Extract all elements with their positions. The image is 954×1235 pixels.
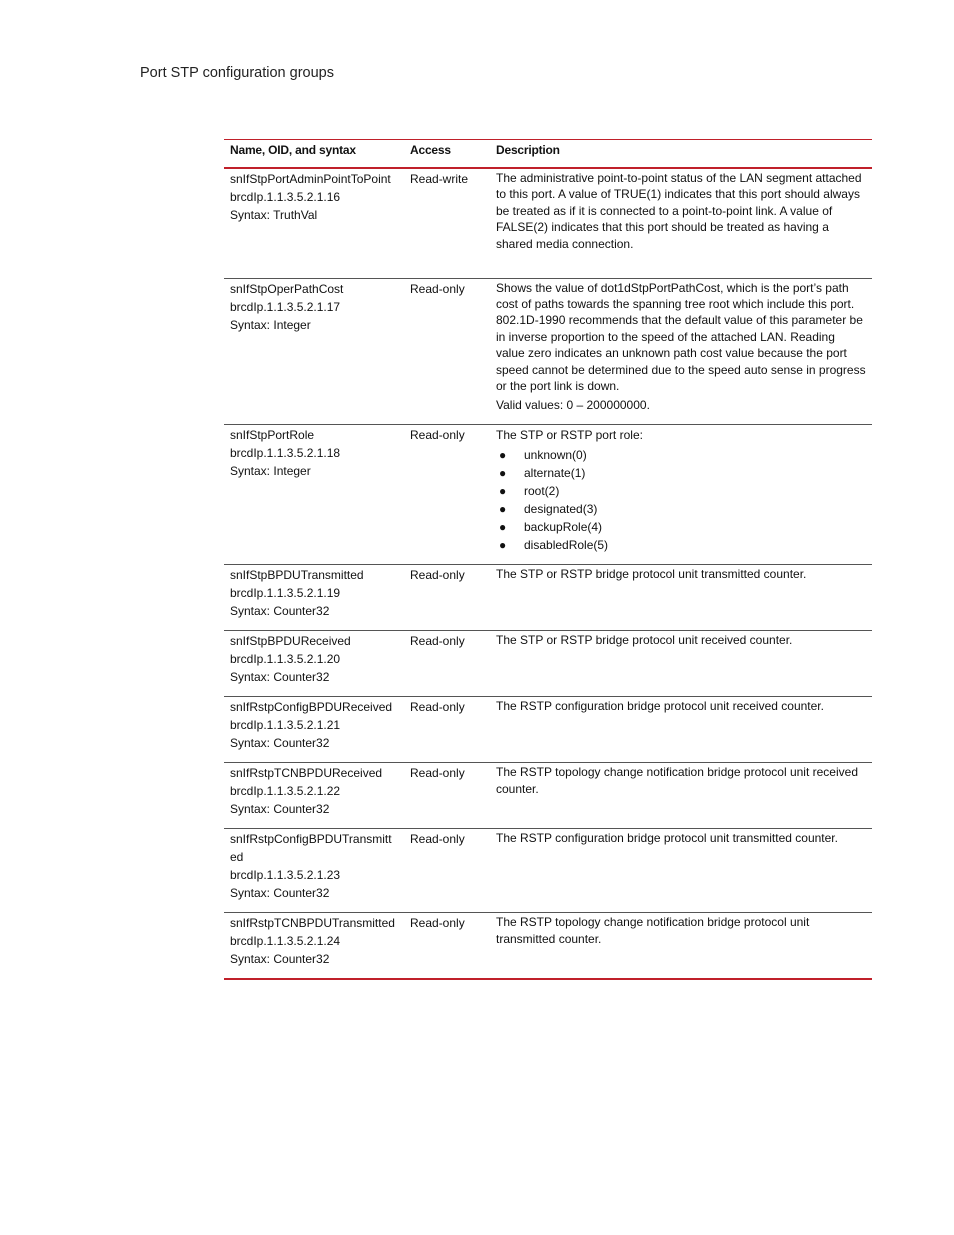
bullet-icon: ●: [499, 502, 507, 517]
bullet-icon: ●: [499, 520, 507, 535]
bullet-icon: ●: [499, 448, 507, 463]
description-text: The STP or RSTP bridge protocol unit received counter.: [496, 633, 793, 648]
name-oid-syntax-cell: [224, 425, 404, 565]
table-row: [224, 763, 872, 829]
description-text: The RSTP topology change notification bridge protocol unit transmitted counter.: [496, 915, 810, 946]
table-row: [224, 278, 872, 425]
table-row: [224, 631, 872, 697]
role-value: unknown(0): [524, 448, 587, 463]
object-oid: brcdIp.1.1.3.5.2.1.20: [230, 652, 341, 667]
description-cell: [490, 829, 872, 913]
description-text: The RSTP configuration bridge protocol unit received counter.: [496, 699, 824, 714]
column-header-name: Name, OID, and syntax: [224, 140, 404, 169]
access-cell: Read-only: [404, 913, 490, 980]
mib-object-table: [224, 139, 872, 980]
description-cell: [490, 278, 872, 425]
description-text: The administrative point-to-point status of the LAN segment attached to this port. A value of TRUE(1) indicates that this port should always be treated as if it is connected to a point-to-point link. A value of FALSE(2) indicates that this port should be treated as having a shared media connection.: [496, 171, 862, 251]
object-syntax: Syntax: Counter32: [230, 952, 330, 967]
list-item: [496, 446, 866, 464]
object-syntax: Syntax: Integer: [230, 317, 311, 332]
description-text: The RSTP topology change notification bridge protocol unit received counter.: [496, 765, 858, 796]
column-header-description: Description: [490, 140, 872, 169]
list-item: [496, 500, 866, 518]
object-name: snIfRstpTCNBPDUReceived: [230, 766, 383, 781]
list-item: [496, 536, 866, 554]
access-cell: Read-only: [404, 697, 490, 763]
description-cell: [490, 697, 872, 763]
role-value: root(2): [524, 484, 560, 499]
access-cell: Read-only: [404, 278, 490, 425]
column-header-access: Access: [404, 140, 490, 169]
object-name: snIfRstpConfigBPDUTransmitted: [230, 832, 392, 865]
object-name: snIfStpOperPathCost: [230, 281, 344, 296]
object-oid: brcdIp.1.1.3.5.2.1.22: [230, 784, 341, 799]
object-oid: brcdIp.1.1.3.5.2.1.23: [230, 868, 341, 883]
role-value: designated(3): [524, 502, 598, 517]
description-cell: [490, 565, 872, 631]
list-item: [496, 482, 866, 500]
table-row: [224, 565, 872, 631]
role-value: backupRole(4): [524, 520, 603, 535]
object-name: snIfStpPortAdminPointToPoint: [230, 172, 391, 186]
object-name: snIfStpBPDUReceived: [230, 634, 351, 649]
object-name: snIfRstpConfigBPDUReceived: [230, 700, 393, 715]
bullet-icon: ●: [499, 466, 507, 481]
object-oid: brcdIp.1.1.3.5.2.1.18: [230, 446, 341, 461]
object-oid: brcdIp.1.1.3.5.2.1.16: [230, 190, 341, 204]
name-oid-syntax-cell: [224, 565, 404, 631]
table-row: [224, 913, 872, 980]
table-row: [224, 168, 872, 278]
name-oid-syntax-cell: [224, 168, 404, 278]
list-item: [496, 518, 866, 536]
table-row: [224, 425, 872, 565]
object-syntax: Syntax: Counter32: [230, 886, 330, 901]
table-row: [224, 829, 872, 913]
description-cell: [490, 913, 872, 980]
port-role-list: [496, 446, 866, 554]
object-name: snIfRstpTCNBPDUTransmitted: [230, 916, 395, 931]
object-oid: brcdIp.1.1.3.5.2.1.24: [230, 934, 341, 949]
object-name: snIfStpBPDUTransmitted: [230, 568, 364, 583]
description-cell: [490, 631, 872, 697]
object-oid: brcdIp.1.1.3.5.2.1.17: [230, 299, 341, 314]
description-text: The STP or RSTP bridge protocol unit transmitted counter.: [496, 567, 807, 582]
access-cell: Read-only: [404, 565, 490, 631]
description-cell: [490, 168, 872, 278]
object-oid: brcdIp.1.1.3.5.2.1.21: [230, 718, 341, 733]
role-value: disabledRole(5): [524, 538, 609, 553]
access-cell: Read-only: [404, 829, 490, 913]
description-text: Shows the value of dot1dStpPortPathCost, which is the port’s path cost of paths towards the spanning tree root which include this port. 802.1D-1990 recommends that the default value of this parameter be in inverse proportion to the speed of the attached LAN. Reading value zero indicates an unknown path cost value because the port speed cannot be determined due to the speed auto sense in progress or the port link is down.: [496, 280, 866, 393]
bullet-icon: ●: [499, 484, 507, 499]
role-value: alternate(1): [524, 466, 586, 481]
description-text: The RSTP configuration bridge protocol unit transmitted counter.: [496, 831, 838, 846]
access-cell: Read-only: [404, 425, 490, 565]
object-syntax: Syntax: TruthVal: [230, 208, 318, 222]
object-oid: brcdIp.1.1.3.5.2.1.19: [230, 586, 341, 601]
object-syntax: Syntax: Counter32: [230, 736, 330, 751]
name-oid-syntax-cell: [224, 913, 404, 980]
access-cell: Read-only: [404, 763, 490, 829]
name-oid-syntax-cell: [224, 697, 404, 763]
table-header-row: [224, 140, 872, 169]
name-oid-syntax-cell: [224, 829, 404, 913]
access-cell: Read-write: [404, 168, 490, 278]
description-cell: [490, 425, 872, 565]
section-header: Port STP configuration groups: [140, 65, 334, 81]
list-item: [496, 464, 866, 482]
valid-values-text: Valid values: 0 – 200000000.: [496, 398, 650, 413]
access-cell: Read-only: [404, 631, 490, 697]
object-syntax: Syntax: Counter32: [230, 604, 330, 619]
name-oid-syntax-cell: [224, 631, 404, 697]
description-cell: [490, 763, 872, 829]
object-syntax: Syntax: Counter32: [230, 670, 330, 685]
description-text: The STP or RSTP port role:: [496, 428, 643, 443]
object-syntax: Syntax: Counter32: [230, 802, 330, 817]
name-oid-syntax-cell: [224, 763, 404, 829]
name-oid-syntax-cell: [224, 278, 404, 425]
bullet-icon: ●: [499, 538, 507, 553]
object-syntax: Syntax: Integer: [230, 464, 311, 479]
object-name: snIfStpPortRole: [230, 428, 315, 443]
table-row: [224, 697, 872, 763]
